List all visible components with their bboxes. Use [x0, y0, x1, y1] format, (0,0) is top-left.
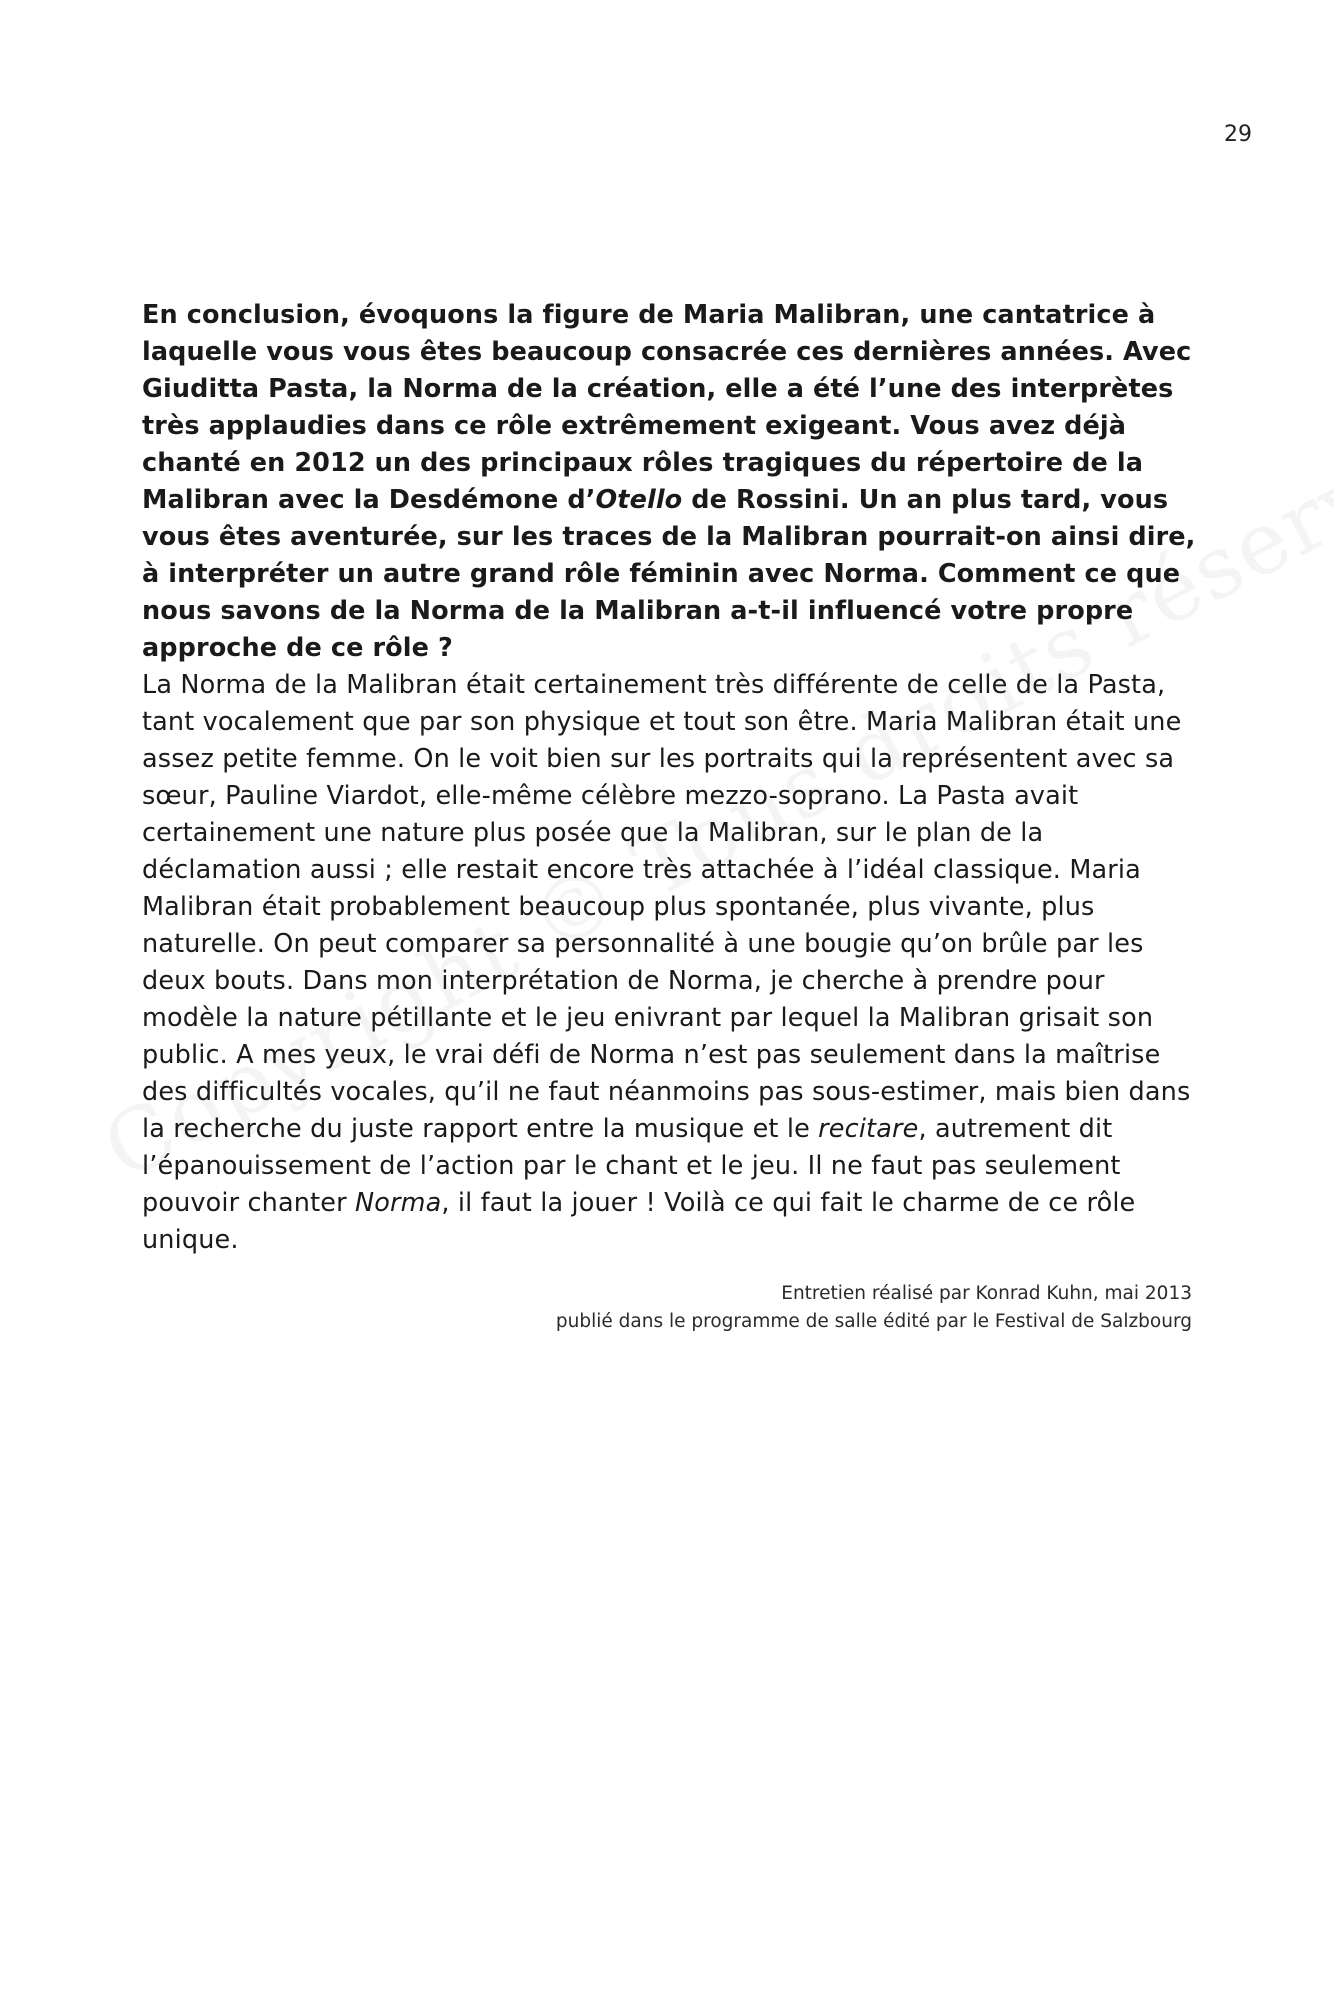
credits-line-publication: publié dans le programme de salle édité par le Festival de Salzbourg — [555, 1311, 1192, 1332]
question-segment-3: de Rossini. Un an plus tard, vous vous êtes aventurée, sur les traces de la Malibran pourrait-on ainsi dire, à interpréter un autre grand rôle féminin avec Norma. Comment ce que nous savons de la Norma de la Malibran a-t-il influencé votre propre approche de ce rôle ? — [142, 485, 1196, 663]
question-segment-2-italic: Otello — [595, 485, 683, 515]
interview-body — [142, 297, 1204, 1259]
answer-segment-5: , il faut la jouer ! Voilà ce qui fait le charme de ce rôle unique. — [142, 1188, 1136, 1255]
question-segment-1: En conclusion, évoquons la figure de Maria Malibran, une cantatrice à laquelle vous vous êtes beaucoup consacrée ces dernières années. Avec Giuditta Pasta, la Norma de la création, elle a été l’une des interprètes très applaudies dans ce rôle extrêmement exigeant. Vous avez déjà chanté en 2012 un des principaux rôles tragiques du répertoire de la Malibran avec la Desdémone d’ — [142, 300, 1192, 515]
answer-segment-3: , autrement dit l’épanouissement de l’action par le chant et le jeu. Il ne faut pas seulement pouvoir chanter — [142, 1114, 1121, 1218]
answer-segment-2-italic: recitare — [818, 1114, 919, 1144]
credits-line-interviewer: Entretien réalisé par Konrad Kuhn, mai 2013 — [781, 1283, 1192, 1304]
interview-answer — [142, 667, 1204, 1259]
answer-segment-4-italic: Norma — [354, 1188, 442, 1218]
interview-credits — [556, 1280, 1192, 1336]
answer-segment-1: La Norma de la Malibran était certainement très différente de celle de la Pasta, tant vocalement que par son physique et tout son être. Maria Malibran était une assez petite femme. On le voit bien sur les portraits qui la représentent avec sa sœur, Pauline Viardot, elle-même célèbre mezzo-soprano. La Pasta avait certainement une nature plus posée que la Malibran, sur le plan de la déclamation aussi ; elle restait encore très attachée à l’idéal classique. Maria Malibran était probablement beaucoup plus spontanée, plus vivante, plus naturelle. On peut comparer sa personnalité à une bougie qu’on brûle par les deux bouts. Dans mon interprétation de Norma, je cherche à prendre pour modèle la nature pétillante et le jeu enivrant par lequel la Malibran grisait son public. A mes yeux, le vrai défi de Norma n’est pas seulement dans la maîtrise des difficultés vocales, qu’il ne faut néanmoins pas sous-estimer, mais bien dans la recherche du juste rapport entre la musique et le — [142, 670, 1191, 1144]
page-number: 29 — [1224, 122, 1252, 147]
interview-question — [142, 297, 1204, 667]
